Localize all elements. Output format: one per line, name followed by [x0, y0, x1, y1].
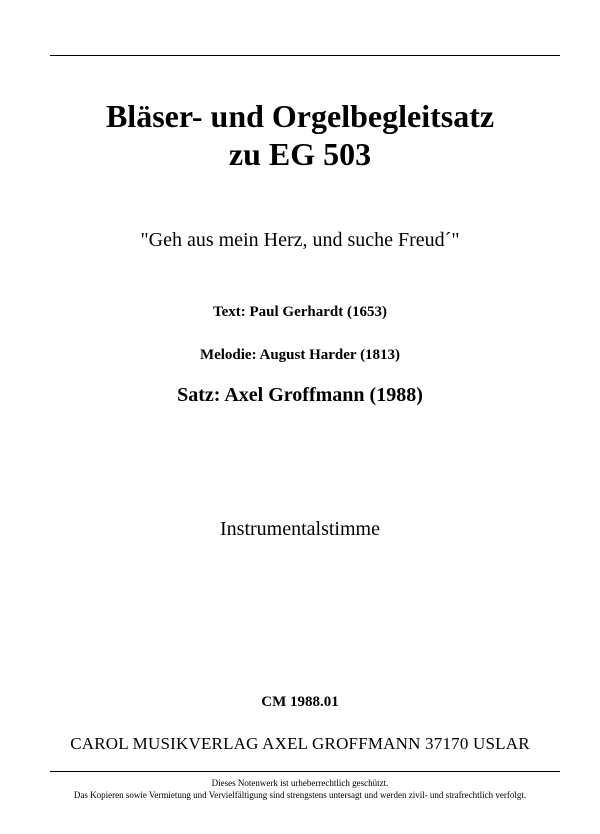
copyright-line-1: Dieses Notenwerk ist urheberrechtlich geschützt. [211, 778, 389, 788]
melody-credit: Melodie: August Harder (1813) [199, 347, 401, 363]
page-title [0, 97, 600, 173]
hymn-subtitle: "Geh aus mein Herz, und suche Freud´" [140, 229, 460, 251]
title-line-1: Bläser- und Orgelbegleitsatz [105, 98, 495, 134]
copyright-line-2: Das Kopieren sowie Vermietung und Vervielfältigung sind strengstens untersagt und werden zivil- und strafrechtlich verfolgt. [73, 790, 527, 800]
catalog-number: CM 1988.01 [261, 694, 339, 710]
part-name: Instrumentalstimme [220, 518, 380, 540]
bottom-rule [50, 771, 560, 772]
title-line-2: zu EG 503 [228, 136, 372, 172]
copyright-notice [0, 777, 600, 801]
text-credit: Text: Paul Gerhardt (1653) [212, 304, 387, 320]
publisher-line: CAROL MUSIKVERLAG AXEL GROFFMANN 37170 USLAR [70, 734, 530, 753]
top-rule [50, 55, 560, 56]
arrangement-credit: Satz: Axel Groffmann (1988) [177, 384, 423, 406]
